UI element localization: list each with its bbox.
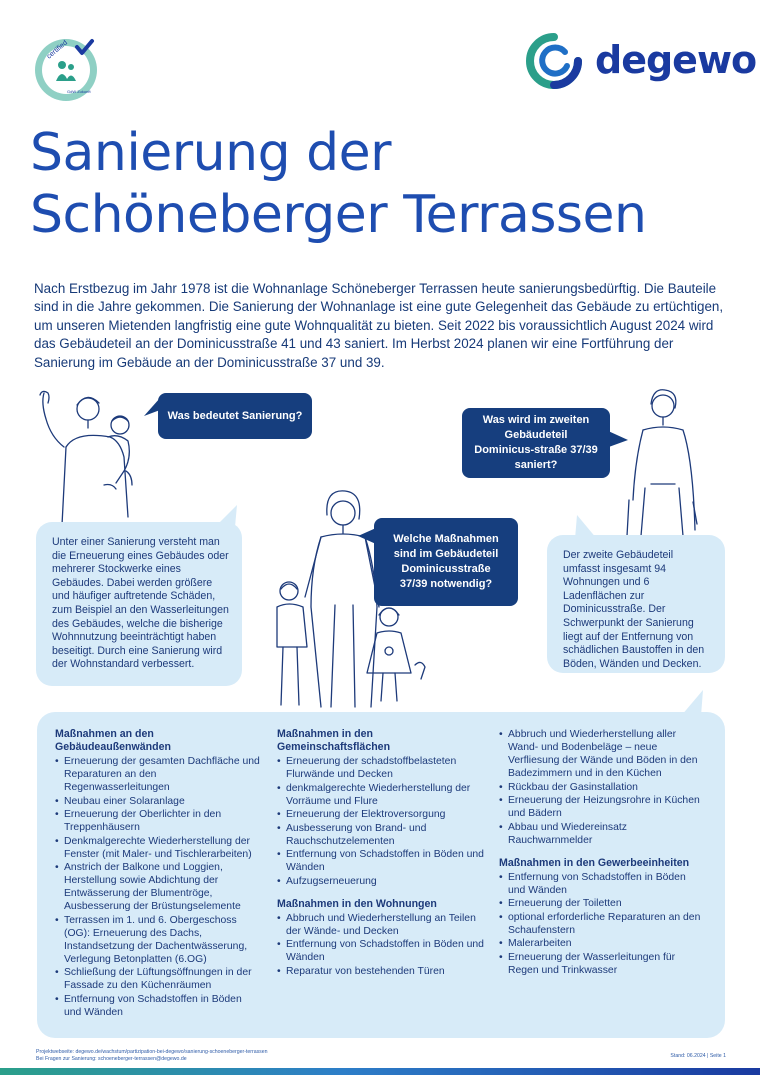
list-item: • Erneuerung der Heizungsrohre in Küchen und Bädern: [499, 794, 704, 820]
answer-text-1: Unter einer Sanierung versteht man die Erneuerung eines Gebäudes oder mehrerer Stockwerke eines Gebäudes. Dabei werden größere und häufiger auftretende Schäden, zum Beispiel an den Wasserleitungen des Gebäudes, welche die bisherige Wohnnutzung beeinträchtigt haben beseitigt. Durch eine Sanierung wird der Wohnstandard verbessert.: [52, 536, 229, 671]
list-apartments: [277, 912, 487, 978]
list-item: • Ausbesserung von Brand- und Rauchschutzelementen: [277, 822, 487, 848]
degewo-logo: [525, 32, 757, 90]
list-item: • Aufzugserneuerung: [277, 875, 487, 888]
measures-column-common-and-apartments: [277, 728, 487, 978]
footer-page-info: Stand: 06.2024 | Seite 1: [670, 1053, 726, 1059]
list-item: • Erneuerung der gesamten Dachfläche und Reparaturen an den Regenwasserleitungen: [55, 755, 260, 794]
list-item: • Denkmalgerechte Wiederherstellung der Fenster (mit Maler- und Tischlerarbeiten): [55, 835, 260, 861]
list-item: • Erneuerung der Toiletten: [499, 897, 704, 910]
woman-standing-illustration: [615, 388, 710, 538]
heading-commercial-units: Maßnahmen in den Gewerbeeinheiten: [499, 856, 690, 869]
certification-seal-icon: [33, 37, 99, 103]
list-exterior-walls: [55, 755, 260, 1019]
list-item: • Erneuerung der Wasserleitungen für Regen und Trinkwasser: [499, 951, 704, 977]
heading-common-areas: Maßnahmen in den Gemeinschaftsflächen: [277, 728, 391, 753]
title-line-2: Schöneberger Terrassen: [30, 185, 647, 245]
question-text-3: Welche Maßnahmen sind im Gebäudeteil Dominicusstraße 37/39 notwendig?: [393, 533, 499, 590]
question-text-1: Was bedeutet Sanierung?: [167, 409, 303, 422]
panel-tail: [677, 690, 707, 716]
heading-exterior-walls: Maßnahmen an den Gebäudeaußenwänden: [55, 728, 171, 753]
seal-subtext: GdW Zukunft: [67, 89, 91, 94]
list-item: • Rückbau der Gasinstallation: [499, 781, 704, 794]
bubble-tail-q2: [606, 428, 628, 452]
list-item: • Entfernung von Schadstoffen in Böden und Wänden: [277, 938, 487, 964]
list-item: • Reparatur von bestehenden Türen: [277, 965, 487, 978]
intro-paragraph: Nach Erstbezug im Jahr 1978 ist die Wohnanlage Schöneberger Terrassen heute sanierungsbedürftig. Die Bauteile sind in die Jahre gekommen. Die Sanierung der Wohnanlage ist eine gute Gelegenheit das Gebäude zu ertüchtigen, um unseren Mietenden langfristig eine gute Wohnqualität zu bieten. Seit 2022 bis voraussichtlich August 2024 wird das Gebäudeteil an der Dominicusstraße 41 und 43 saniert. Im Herbst 2024 planen wir eine Fortführung der Sanierung im Gebäude an der Dominicusstraße 37 und 39.: [34, 281, 724, 370]
seal-text: certified: [45, 39, 70, 61]
father-with-child-illustration: [30, 385, 150, 525]
bottom-gradient-bar: [0, 1068, 760, 1075]
list-item: • optional erforderliche Reparaturen an den Schaufenstern: [499, 911, 704, 937]
list-item: • Entfernung von Schadstoffen in Böden und Wänden: [277, 848, 487, 874]
list-item: • Abbau und Wiedereinsatz Rauchwarnmelder: [499, 821, 704, 847]
bubble-tail-a2: [575, 515, 597, 539]
footer-contact-email[interactable]: Bei Fragen zur Sanierung: schoeneberger-terrassen@degewo.de: [36, 1056, 187, 1062]
bubble-tail-q3: [358, 528, 378, 550]
list-item: • Erneuerung der Elektroversorgung: [277, 808, 487, 821]
answer-bubble-second-building: [547, 535, 725, 673]
heading-apartments: Maßnahmen in den Wohnungen: [277, 897, 437, 910]
question-bubble-second-building: [462, 408, 610, 478]
list-item: • Anstrich der Balkone und Loggien, Herstellung sowie Abdichtung der Entwässerung der Blumentröge, Ausbesserung der Brüstungselemente: [55, 861, 260, 913]
list-apartments-continued: [499, 728, 704, 847]
list-item: • Abbruch und Wiederherstellung aller Wand- und Bodenbeläge – neue Verfliesung der Wände und Böden in den Badezimmern und in den Küchen: [499, 728, 704, 780]
list-item: • Erneuerung der schadstoffbelasteten Flurwände und Decken: [277, 755, 487, 781]
list-commercial-units: [499, 871, 704, 977]
question-text-2: Was wird im zweiten Gebäudeteil Dominicus-straße 37/39 saniert?: [474, 414, 598, 471]
title-line-1: Sanierung der: [30, 123, 391, 183]
answer-bubble-sanierung: [36, 522, 242, 686]
list-item: • Entfernung von Schadstoffen in Böden und Wänden: [499, 871, 704, 897]
footer-project-website[interactable]: Projektwebseite: degewo.de/wachstum/partizipation-bei-degewo/sanierung-schoeneberger-terrassen: [36, 1049, 268, 1055]
bubble-tail-a1: [215, 505, 239, 527]
answer-text-2: Der zweite Gebäudeteil umfasst insgesamt 94 Wohnungen und 6 Ladenflächen zur Dominicusstraße. Der Schwerpunkt der Sanierung liegt auf der Entfernung von schädlichen Baustoffen in den Böden, Wänden und Decken.: [563, 549, 705, 670]
logo-wordmark: degewo: [595, 38, 757, 82]
list-item: • Terrassen im 1. und 6. Obergeschoss (OG): Erneuerung des Dachs, Instandsetzung der Dachentwässerung, Verlegung Betonplatten (6.OG): [55, 914, 260, 966]
page-title: [30, 122, 730, 246]
degewo-logo-icon: [525, 32, 583, 90]
list-common-areas: [277, 755, 487, 888]
measures-panel: [37, 712, 725, 1038]
list-item: • Malerarbeiten: [499, 937, 704, 950]
list-item: • denkmalgerechte Wiederherstellung der Vorräume und Flure: [277, 782, 487, 808]
bubble-tail-q1: [144, 398, 164, 422]
question-bubble-measures: [374, 518, 518, 606]
list-item: • Schließung der Lüftungsöffnungen in der Fassade zu den Küchenräumen: [55, 966, 260, 992]
measures-column-apartments-and-commercial: [499, 728, 704, 977]
list-item: • Erneuerung der Oberlichter in den Treppenhäusern: [55, 808, 260, 834]
measures-column-exterior: [55, 728, 260, 1019]
list-item: • Neubau einer Solaranlage: [55, 795, 260, 808]
footer-links: [36, 1049, 268, 1063]
question-bubble-sanierung: [158, 393, 312, 439]
list-item: • Abbruch und Wiederherstellung an Teilen der Wände- und Decken: [277, 912, 487, 938]
list-item: • Entfernung von Schadstoffen in Böden und Wänden: [55, 993, 260, 1019]
